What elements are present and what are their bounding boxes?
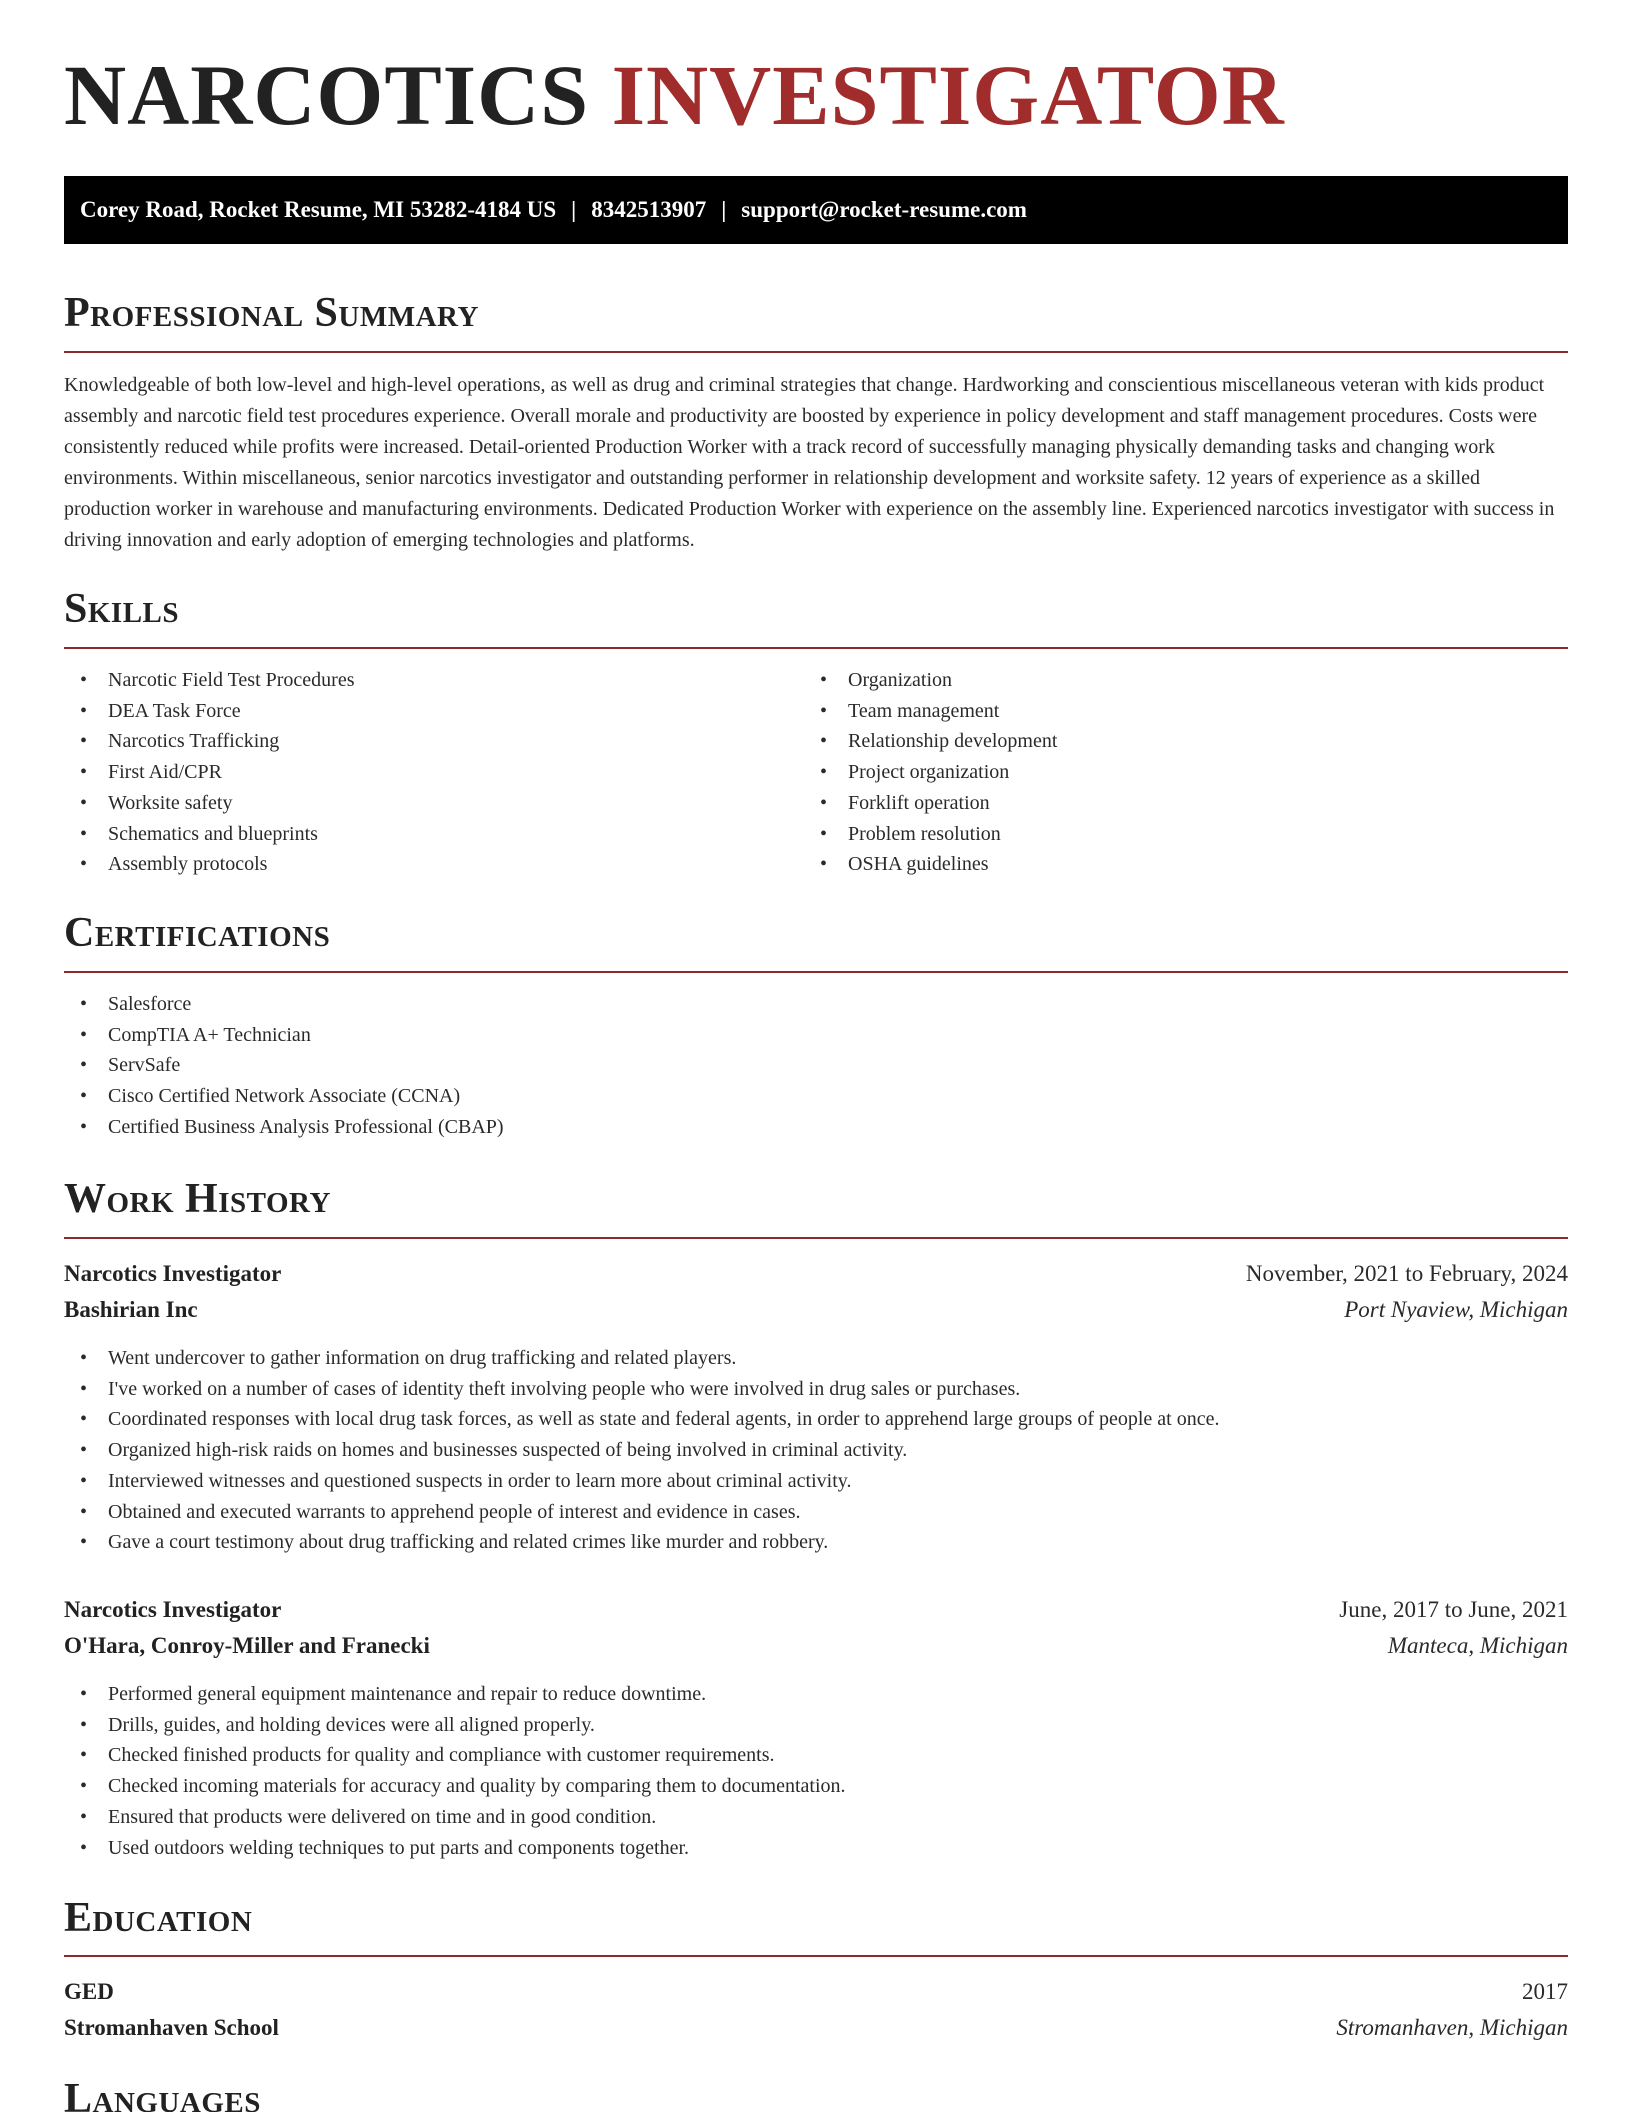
education-school-row <box>64 2010 1568 2046</box>
skills-heading: Skills <box>64 586 180 632</box>
education-school: Stromanhaven School <box>64 2015 279 2040</box>
skills-list-right <box>804 665 1057 880</box>
education-degree: GED <box>64 1979 114 2004</box>
job-company: O'Hara, Conroy-Miller and Franecki <box>64 1633 430 1658</box>
section-divider <box>64 1955 1568 1957</box>
education-location: Stromanhaven, Michigan <box>1336 2015 1568 2040</box>
job-bullets <box>64 1679 846 1863</box>
skill-item: • Team management <box>804 696 1057 727</box>
job-dates: June, 2017 to June, 2021 <box>1339 1597 1568 1622</box>
job-bullet: • Ensured that products were delivered on time and in good condition. <box>64 1802 846 1833</box>
skill-item: • Schematics and blueprints <box>64 819 355 850</box>
skill-item: • OSHA guidelines <box>804 849 1057 880</box>
skills-list-left <box>64 665 355 880</box>
job-bullet: • Organized high-risk raids on homes and businesses suspected of being involved in criminal activity. <box>64 1435 1219 1466</box>
job-title: Narcotics Investigator <box>64 1597 282 1622</box>
job-bullet: • Went undercover to gather information on drug trafficking and related players. <box>64 1343 1219 1374</box>
job-bullet: • Obtained and executed warrants to apprehend people of interest and evidence in cases. <box>64 1497 1219 1528</box>
skill-item: • Project organization <box>804 757 1057 788</box>
skill-item: • Assembly protocols <box>64 849 355 880</box>
certification-item: • Certified Business Analysis Professional (CBAP) <box>64 1112 504 1143</box>
job-bullet: • Checked finished products for quality and compliance with customer requirements. <box>64 1740 846 1771</box>
contact-separator: | <box>721 197 727 222</box>
contact-separator: | <box>571 197 577 222</box>
job-company: Bashirian Inc <box>64 1297 198 1322</box>
skill-item: • Worksite safety <box>64 788 355 819</box>
section-divider <box>64 351 1568 353</box>
certification-item: • ServSafe <box>64 1050 504 1081</box>
resume-title <box>64 47 1285 143</box>
certifications-heading: Certifications <box>64 910 331 956</box>
job-bullet: • Checked incoming materials for accuracy and quality by comparing them to documentation. <box>64 1771 846 1802</box>
work-history-heading: Work History <box>64 1176 331 1222</box>
title-last-word: INVESTIGATOR <box>611 47 1285 143</box>
job-bullets <box>64 1343 1219 1558</box>
skill-item: • Forklift operation <box>804 788 1057 819</box>
section-divider <box>64 1237 1568 1239</box>
summary-text: Knowledgeable of both low-level and high-level operations, as well as drug and criminal strategies that change. Hardworking and conscientious miscellaneous veteran with kids product assembly and narcotic field test procedures experience. Overall morale and productivity are boosted by experience in policy development and staff management procedures. Costs were consistently reduced while profits were increased. Detail-oriented Production Worker with a track record of successfully managing physically demanding tasks and changing work environments. Within miscellaneous, senior narcotics investigator and outstanding performer in relationship development and worksite safety. 12 years of experience as a skilled production worker in warehouse and manufacturing environments. Dedicated Production Worker with experience on the assembly line. Experienced narcotics investigator with success in driving innovation and early adoption of emerging technologies and platforms. <box>64 374 1555 551</box>
certification-item: • Salesforce <box>64 989 504 1020</box>
job-dates: November, 2021 to February, 2024 <box>1245 1261 1568 1286</box>
contact-address: Corey Road, Rocket Resume, MI 53282-4184 US <box>80 197 557 222</box>
contact-email: support@rocket-resume.com <box>741 197 1027 222</box>
skill-item: • Narcotics Trafficking <box>64 726 355 757</box>
section-divider <box>64 647 1568 649</box>
job-bullet: • Used outdoors welding techniques to put parts and components together. <box>64 1833 846 1864</box>
job-title-row <box>64 1592 1568 1628</box>
skill-item: • First Aid/CPR <box>64 757 355 788</box>
skill-item: • Organization <box>804 665 1057 696</box>
job-title: Narcotics Investigator <box>64 1261 282 1286</box>
job-title-row <box>64 1256 1568 1292</box>
certification-item: • CompTIA A+ Technician <box>64 1020 504 1051</box>
certifications-list <box>64 989 504 1143</box>
job-bullet: • Performed general equipment maintenance and repair to reduce downtime. <box>64 1679 846 1710</box>
certification-item: • Cisco Certified Network Associate (CCNA) <box>64 1081 504 1112</box>
skill-item: • Problem resolution <box>804 819 1057 850</box>
summary-heading: Professional Summary <box>64 290 479 336</box>
job-bullet: • Drills, guides, and holding devices were all aligned properly. <box>64 1710 846 1741</box>
skill-item: • DEA Task Force <box>64 696 355 727</box>
section-divider <box>64 971 1568 973</box>
job-bullet: • Interviewed witnesses and questioned suspects in order to learn more about criminal activity. <box>64 1466 1219 1497</box>
contact-bar <box>64 176 1568 244</box>
job-location: Manteca, Michigan <box>1387 1633 1568 1658</box>
job-company-row <box>64 1292 1568 1328</box>
education-degree-row <box>64 1974 1568 2010</box>
job-bullet: • Coordinated responses with local drug task forces, as well as state and federal agents, in order to apprehend large groups of people at once. <box>64 1404 1219 1435</box>
education-heading: Education <box>64 1895 253 1941</box>
education-year: 2017 <box>1522 1979 1568 2004</box>
languages-heading: Languages <box>64 2076 261 2112</box>
job-location: Port Nyaview, Michigan <box>1344 1297 1568 1322</box>
job-bullet: • Gave a court testimony about drug trafficking and related crimes like murder and robbery. <box>64 1527 1219 1558</box>
skill-item: • Narcotic Field Test Procedures <box>64 665 355 696</box>
contact-phone: 8342513907 <box>591 197 707 222</box>
job-company-row <box>64 1628 1568 1664</box>
job-bullet: • I've worked on a number of cases of identity theft involving people who were involved in drug sales or purchases. <box>64 1374 1219 1405</box>
title-first-word: NARCOTICS <box>64 47 590 143</box>
skill-item: • Relationship development <box>804 726 1057 757</box>
